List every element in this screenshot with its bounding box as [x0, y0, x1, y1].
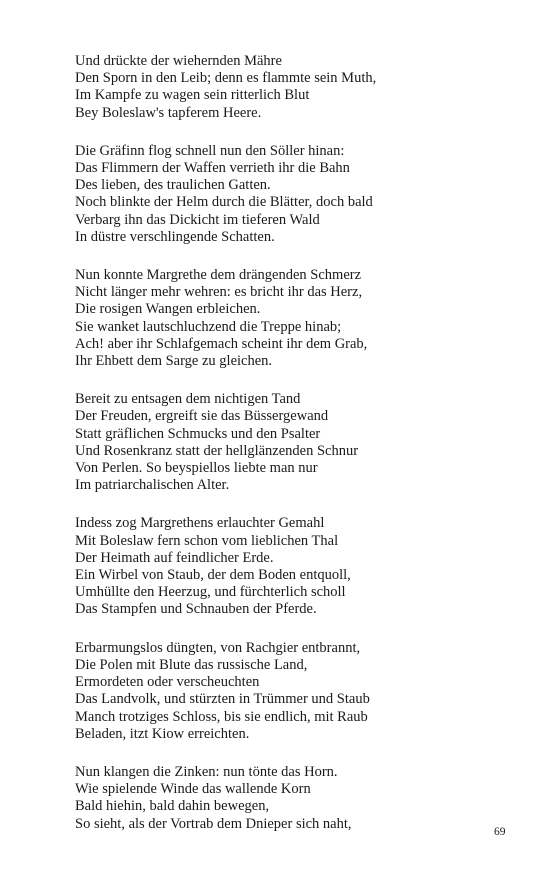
stanza [75, 143, 515, 246]
verse-line: Im Kampfe zu wagen sein ritterlich Blut [75, 87, 310, 104]
verse-line: Wie spielende Winde das wallende Korn [75, 781, 311, 798]
page-number: 69 [494, 826, 506, 838]
verse-line: Ihr Ehbett dem Sarge zu gleichen. [75, 353, 273, 370]
verse-line: Bey Boleslaw's tapferem Heere. [75, 104, 262, 121]
verse-line: Beladen, itzt Kiow erreichten. [75, 725, 250, 742]
verse-line: Nicht länger mehr wehren: es bricht ihr das Herz, [75, 284, 363, 301]
verse-line: Indess zog Margrethens erlauchter Gemahl [75, 515, 325, 532]
verse-line: Das Stampfen und Schnauben der Pferde. [75, 601, 317, 618]
verse-line: Den Sporn in den Leib; denn es flammte sein Muth, [75, 70, 377, 87]
verse-line: Manch trotziges Schloss, bis sie endlich, mit Raub [75, 708, 368, 725]
verse-line: Erbarmungslos düngten, von Rachgier entbrannt, [75, 639, 361, 656]
verse-line: Der Heimath auf feindlicher Erde. [75, 549, 274, 566]
verse-line: Sie wanket lautschluchzend die Treppe hinab; [75, 318, 342, 335]
verse-line: Ermordeten oder verscheuchten [75, 674, 260, 691]
stanza [75, 53, 515, 122]
verse-line: Ach! aber ihr Schlafgemach scheint ihr dem Grab, [75, 335, 368, 352]
verse-line: Das Landvolk, und stürzten in Trümmer und Staub [75, 691, 370, 708]
stanza [75, 640, 515, 743]
verse-line: Die rosigen Wangen erbleichen. [75, 301, 261, 318]
verse-line: Verbarg ihn das Dickicht im tieferen Wald [75, 211, 320, 228]
verse-line: Die Polen mit Blute das russische Land, [75, 656, 308, 673]
verse-line: Umhüllte den Heerzug, und fürchterlich scholl [75, 584, 346, 601]
stanza [75, 764, 515, 833]
stanza [75, 391, 515, 494]
stanza [75, 515, 515, 618]
verse-line: Das Flimmern der Waffen verrieth ihr die Bahn [75, 160, 350, 177]
verse-line: Noch blinkte der Helm durch die Blätter, doch bald [75, 194, 373, 211]
verse-line: Und drückte der wiehernden Mähre [75, 53, 282, 69]
poem-body [75, 53, 515, 854]
verse-line: Von Perlen. So beyspiellos liebte man nur [75, 460, 318, 477]
verse-line: Bald hiehin, bald dahin bewegen, [75, 798, 270, 815]
verse-line: Der Freuden, ergreift sie das Büssergewand [75, 408, 329, 425]
verse-line: Im patriarchalischen Alter. [75, 477, 230, 494]
verse-line: In düstre verschlingende Schatten. [75, 228, 275, 245]
verse-line: Des lieben, des traulichen Gatten. [75, 177, 271, 194]
verse-line: Mit Boleslaw fern schon vom lieblichen Thal [75, 532, 339, 549]
verse-line: So sieht, als der Vortrab dem Dnieper sich naht, [75, 815, 352, 832]
verse-line: Nun klangen die Zinken: nun tönte das Horn. [75, 763, 338, 780]
stanza [75, 267, 515, 370]
verse-line: Statt gräflichen Schmucks und den Psalter [75, 425, 321, 442]
verse-line: Nun konnte Margrethe dem drängenden Schmerz [75, 267, 362, 284]
verse-line: Ein Wirbel von Staub, der dem Boden entquoll, [75, 567, 351, 584]
verse-line: Und Rosenkranz statt der hellglänzenden Schnur [75, 442, 359, 459]
verse-line: Die Gräfinn flog schnell nun den Söller hinan: [75, 142, 345, 159]
verse-line: Bereit zu entsagen dem nichtigen Tand [75, 391, 301, 408]
